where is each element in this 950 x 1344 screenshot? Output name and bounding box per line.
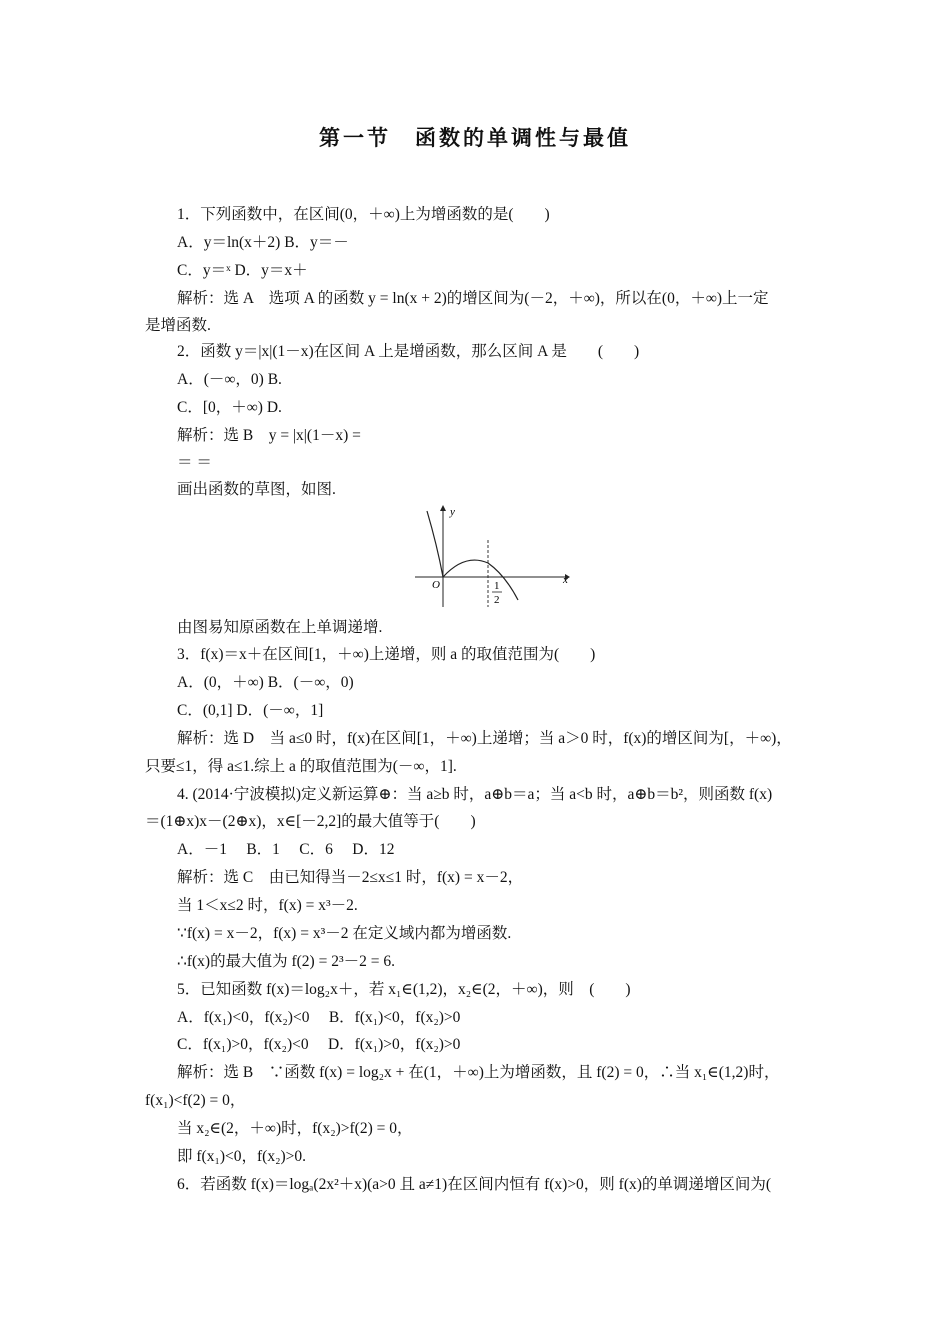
q2-options-cd: C．[0，＋∞) D. [177,399,282,416]
q1-options-ab: A．y＝ln(x＋2) B．y＝－ [177,234,349,251]
q5-stem: 5．已知函数 f(x)＝log₂x＋，若 x₁∈(1,2)，x₂∈(2，＋∞)，则 ( ) [177,981,631,998]
tick-half-numerator: 1 [494,580,500,592]
q2-solution-eq: ＝ ＝ [177,454,212,471]
q4-stem-cont: ＝(1⊕x)x－(2⊕x)，x∈[－2,2]的最大值等于( ) [145,813,476,830]
q2-solution: 解析：选 B y = |x|(1－x) = [177,427,361,444]
q1-solution: 解析：选 A 选项 A 的函数 y = ln(x + 2)的增区间为(－2，＋∞)，所以在(0，＋∞)上一定 [177,290,769,307]
q5-solution-2: 当 x₂∈(2，＋∞)时，f(x₂)>f(2) = 0， [177,1120,413,1137]
q4-solution: 解析：选 C 由已知得当－2≤x≤1 时，f(x) = x－2， [177,869,524,886]
q3-stem: 3．f(x)＝x＋在区间[1，＋∞)上递增，则 a 的取值范围为( ) [177,646,596,663]
q4-solution-3: ∵f(x) = x－2，f(x) = x³－2 在定义域内都为增函数. [177,925,512,942]
q4-stem: 4. (2014·宁波模拟)定义新运算⊕：当 a≥b 时，a⊕b＝a；当 a<b 时，a⊕b＝b²，则函数 f(x) [177,786,773,803]
q5-solution-3: 即 f(x₁)<0，f(x₂)>0. [177,1148,307,1165]
q1-solution-cont: 是增函数. [145,317,211,334]
q1-options-cd: C．y＝ˣ D．y＝x＋ [177,262,308,279]
q6-stem: 6．若函数 f(x)＝logₐ(2x²＋x)(a>0 且 a≠1)在区间内恒有 f(x)>0，则 f(x)的单调递增区间为( [177,1176,772,1193]
q2-solution-sketch: 画出函数的草图，如图. [177,481,336,498]
origin-label: O [432,579,440,591]
q3-options-cd: C．(0,1] D．(－∞，1] [177,702,324,719]
q4-options: A．－1 B．1 C．6 D．12 [177,841,395,858]
q4-solution-4: ∴f(x)的最大值为 f(2) = 2³－2 = 6. [177,953,395,970]
y-axis-label: y [450,506,455,518]
section-title: 第一节 函数的单调性与最值 [319,126,631,150]
x-axis-label: x [563,574,568,586]
q2-stem: 2．函数 y＝|x|(1－x)在区间 A 上是增函数，那么区间 A 是 ( ) [177,343,640,360]
q3-solution-cont: 只要≤1，得 a≤1.综上 a 的取值范围为(－∞，1]. [145,758,457,775]
q5-solution-cont: f(x₁)<f(2) = 0， [145,1092,246,1109]
q5-options-ab: A．f(x₁)<0，f(x₂)<0 B．f(x₁)<0，f(x₂)>0 [177,1009,461,1026]
q2-options-ab: A．(－∞，0) B. [177,371,282,388]
q3-options-ab: A．(0，＋∞) B．(－∞，0) [177,674,354,691]
y-axis-arrow [440,505,446,511]
function-sketch-graph [415,505,570,610]
tick-half-denominator: 2 [494,594,500,606]
q4-solution-2: 当 1＜x≤2 时，f(x) = x³－2. [177,897,358,914]
q5-solution: 解析：选 B ∵函数 f(x) = log₂x + 在(1，＋∞)上为增函数，且 f(2) = 0，∴当 x₁∈(1,2)时， [177,1064,780,1081]
curve [427,511,518,600]
q1-stem: 1．下列函数中，在区间(0，＋∞)上为增函数的是( ) [177,206,550,223]
q2-conclusion: 由图易知原函数在上单调递增. [177,619,383,636]
q5-options-cd: C．f(x₁)>0，f(x₂)<0 D．f(x₁)>0，f(x₂)>0 [177,1036,461,1053]
q3-solution: 解析：选 D 当 a≤0 时，f(x)在区间[1，＋∞)上递增；当 a＞0 时，f(x)的增区间为[，＋∞)， [177,730,792,747]
